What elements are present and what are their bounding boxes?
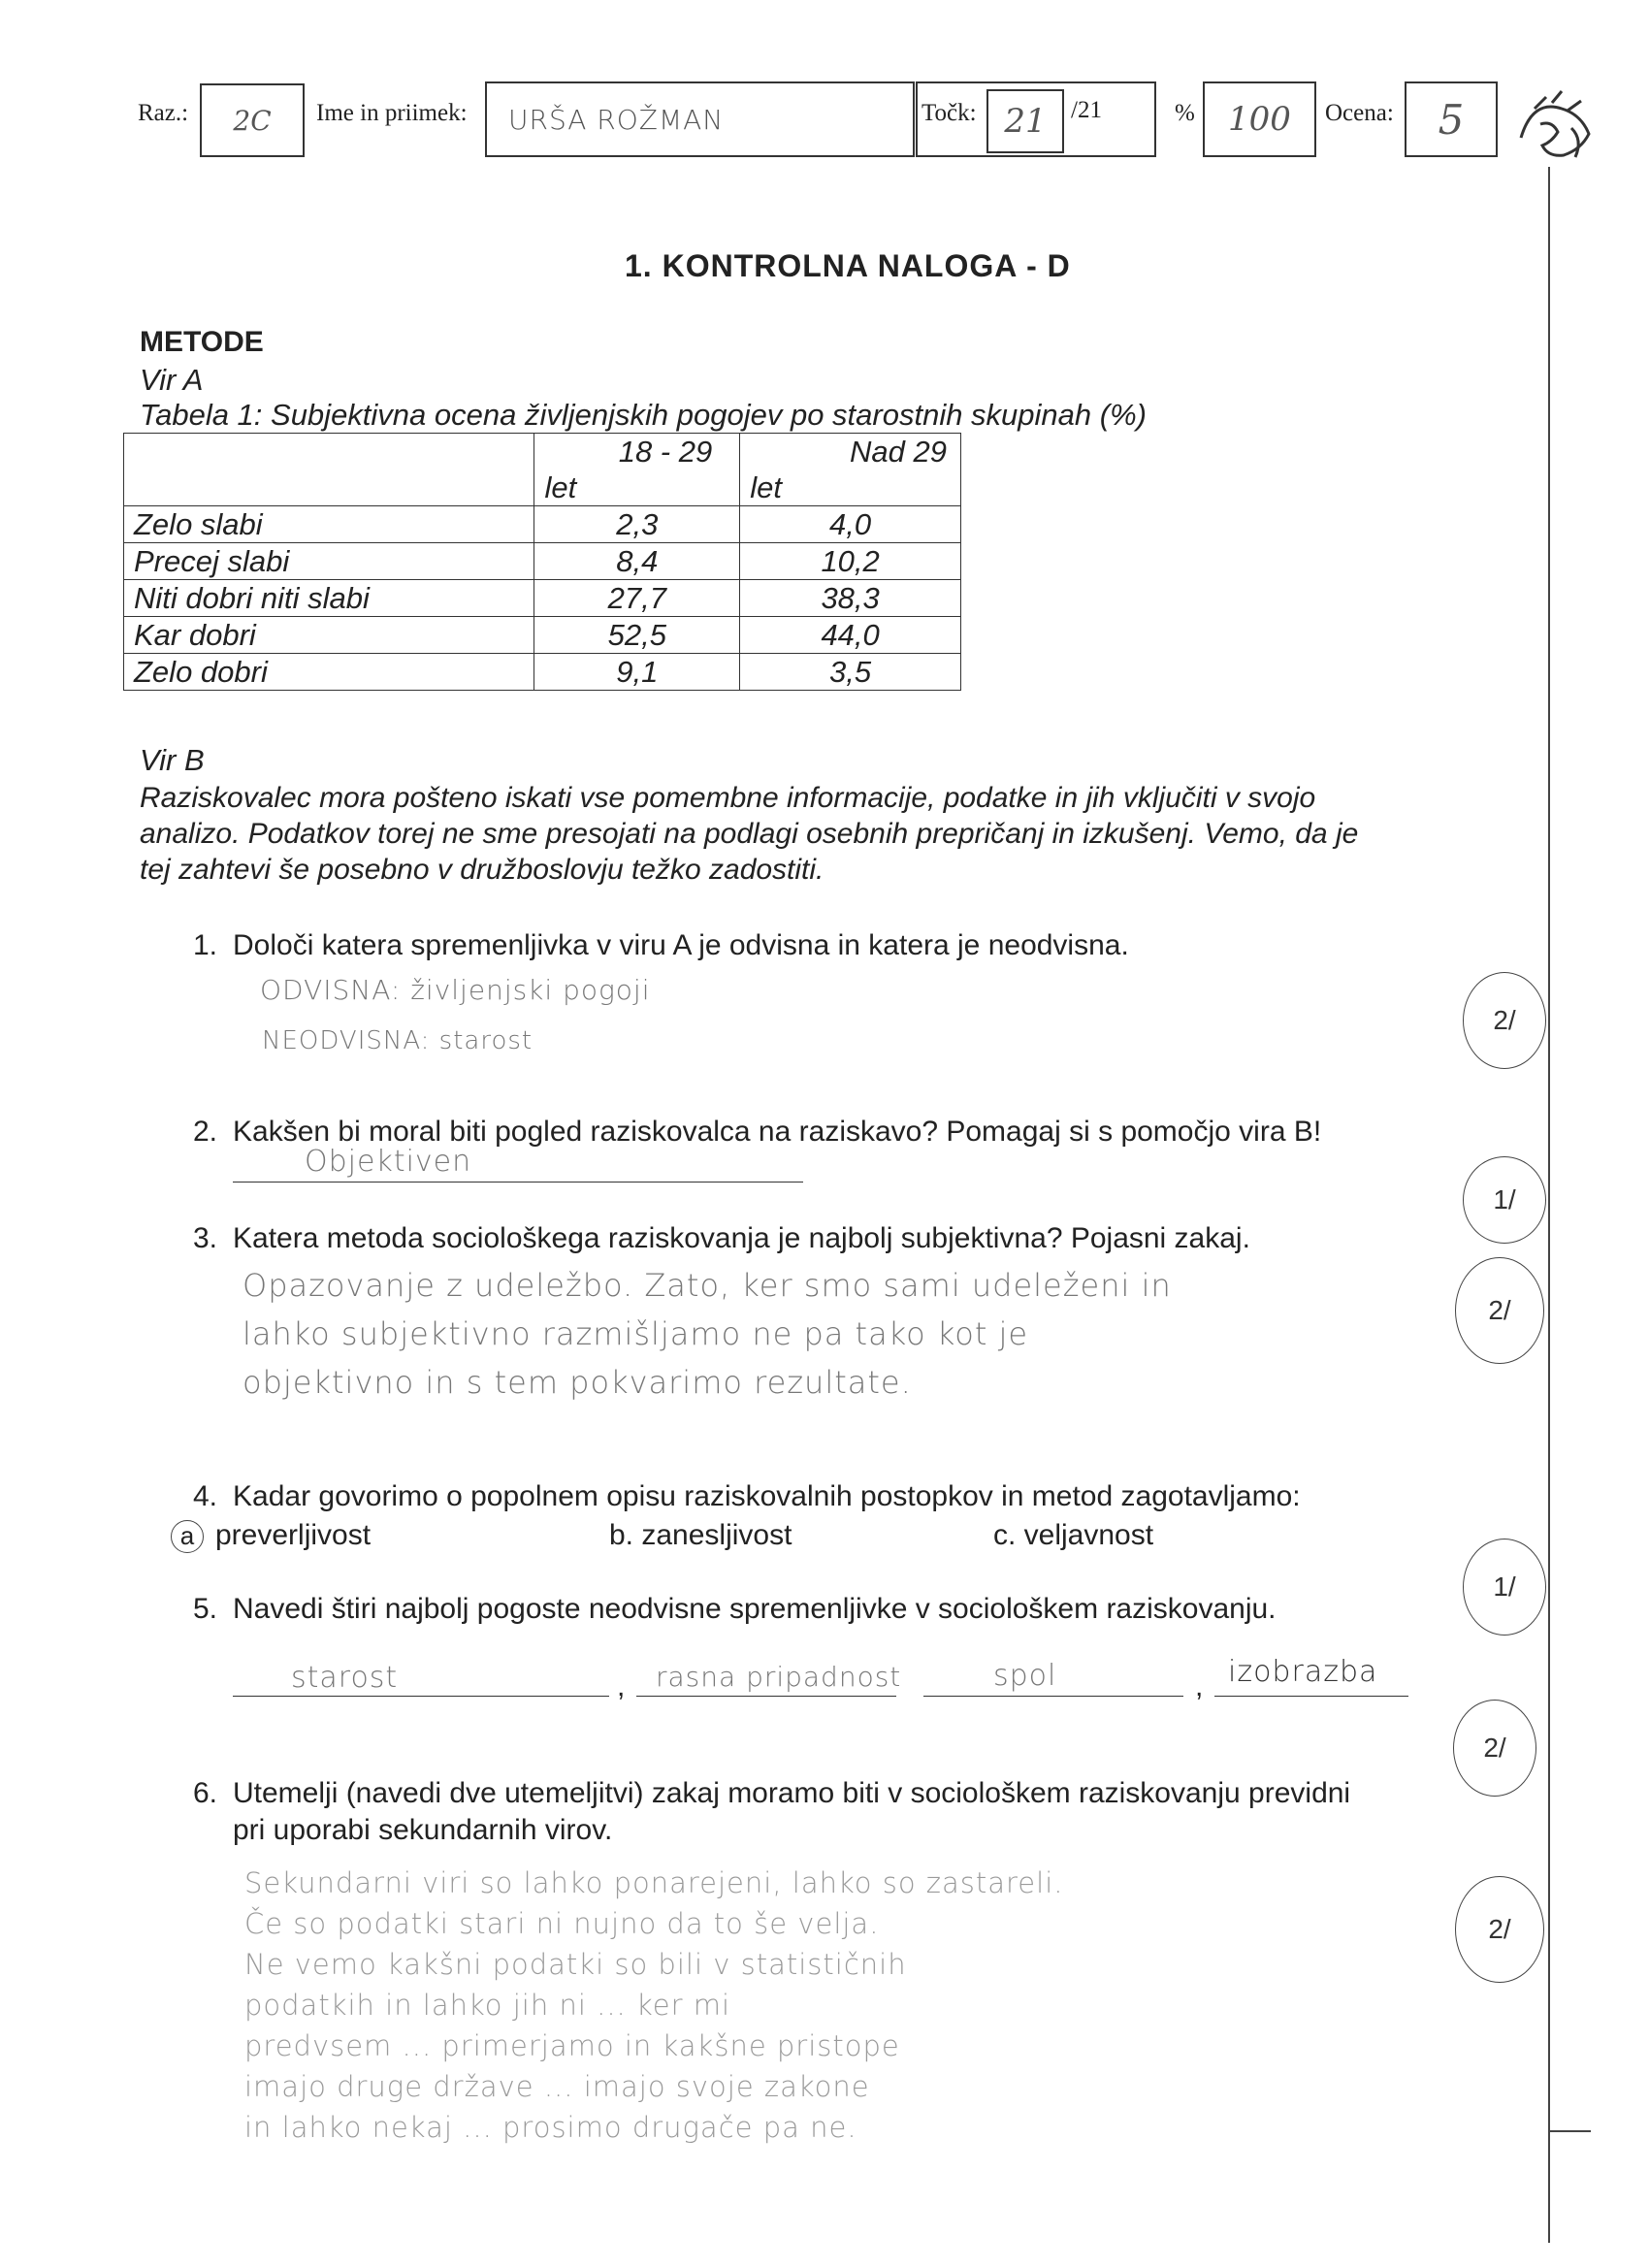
name-label: Ime in priimek:	[316, 100, 468, 126]
question-5	[171, 1593, 1277, 1626]
table-corner-cell	[124, 434, 534, 506]
option-b[interactable]: b. zanesljivost	[609, 1519, 792, 1551]
percent-box[interactable]	[1203, 81, 1316, 157]
separator: ,	[617, 1670, 626, 1702]
cell-value: 44,0	[740, 617, 961, 654]
question-number: 5.	[192, 1593, 217, 1625]
option-a-label: preverljivost	[215, 1519, 372, 1551]
answer-3[interactable]	[242, 1261, 1172, 1407]
source-b-text	[140, 780, 1527, 888]
grade-value: 5	[1438, 95, 1465, 144]
source-b-line: Raziskovalec mora pošteno iskati vse pomembne informacije, podatke in jih vključiti v svojo	[140, 782, 1316, 814]
percent-label: %	[1175, 100, 1195, 126]
points-label: Točk:	[922, 100, 977, 126]
data-table	[123, 433, 961, 691]
col-header-unit-2: let	[740, 470, 961, 506]
class-label: Raz.:	[138, 100, 189, 126]
right-margin-line	[1548, 167, 1550, 2243]
answer-2[interactable]: Objektiven	[305, 1145, 472, 1179]
points-max: /21	[1071, 97, 1102, 123]
question-number: 1.	[192, 929, 217, 961]
class-value: 2C	[233, 104, 272, 137]
score-circle-4: 1/	[1463, 1539, 1546, 1636]
question-number: 2.	[192, 1116, 217, 1148]
question-2	[171, 1116, 1321, 1149]
table-row	[124, 654, 961, 691]
question-3	[171, 1222, 1250, 1255]
name-box[interactable]	[485, 81, 915, 157]
answer-line-text: Ne vemo kakšni podatki so bili v statističnih	[244, 1948, 907, 1981]
question-text-2: pri uporabi sekundarnih virov.	[233, 1814, 613, 1846]
answer-line	[233, 1696, 609, 1697]
score-circle-6: 2/	[1455, 1876, 1544, 1983]
question-text: Kakšen bi moral biti pogled raziskovalca na raziskavo? Pomagaj si s pomočjo vira B!	[233, 1116, 1322, 1148]
cell-value: 3,5	[740, 654, 961, 691]
cell-value: 8,4	[534, 543, 740, 580]
grade-label: Ocena:	[1325, 100, 1394, 126]
score-circle-2: 1/	[1463, 1156, 1546, 1244]
answer-line	[636, 1696, 896, 1697]
points-value: 21	[1004, 102, 1047, 141]
option-a[interactable]	[171, 1519, 371, 1553]
answer-line	[1214, 1696, 1408, 1697]
answer-line-text: podatkih in lahko jih ni ... ker mi	[244, 1989, 731, 2022]
points-field[interactable]	[986, 89, 1064, 153]
class-box[interactable]	[200, 83, 305, 157]
cell-value: 4,0	[740, 506, 961, 543]
option-a-circle: a	[171, 1520, 204, 1553]
table-row	[124, 543, 961, 580]
answer-line-text: Sekundarni viri so lahko ponarejeni, lahko so zastareli.	[244, 1866, 1064, 1899]
answer-line	[233, 1182, 803, 1183]
answer-5a[interactable]: starost	[291, 1661, 399, 1695]
answer-5c[interactable]: spol	[993, 1659, 1057, 1693]
answer-1a[interactable]: ODVISNA: življenjski pogoji	[260, 974, 651, 1006]
table-header-row	[124, 434, 961, 470]
answer-1b[interactable]: NEODVISNA: starost	[262, 1026, 534, 1055]
school-logo-icon	[1513, 89, 1596, 167]
answer-5b[interactable]: rasna pripadnost	[656, 1661, 902, 1693]
source-b-line: analizo. Podatkov torej ne sme presojati na podlagi osebnih prepričanj in izkušenj. Vemo, da je	[140, 818, 1359, 850]
answer-line-text: predvsem ... primerjamo in kakšne pristope	[244, 2029, 900, 2062]
question-text: Utemelji (navedi dve utemeljitvi) zakaj moramo biti v sociološkem raziskovanju previdni	[233, 1777, 1351, 1809]
source-b-label: Vir B	[140, 743, 205, 777]
row-label: Niti dobri niti slabi	[124, 580, 534, 617]
row-label: Zelo slabi	[124, 506, 534, 543]
question-number: 6.	[192, 1777, 217, 1809]
question-text: Katera metoda sociološkega raziskovanja je najbolj subjektivna? Pojasni zakaj.	[233, 1222, 1250, 1254]
score-circle-3: 2/	[1455, 1257, 1544, 1364]
answer-line-text: imajo druge države ... imajo svoje zakone	[244, 2070, 870, 2103]
cell-value: 10,2	[740, 543, 961, 580]
section-heading: METODE	[140, 326, 264, 358]
answer-line-text: Opazovanje z udeležbo. Zato, ker smo sami udeleženi in	[242, 1267, 1172, 1304]
question-number: 4.	[192, 1480, 217, 1512]
answer-line-text: lahko subjektivno razmišljamo ne pa tako kot je	[242, 1315, 1029, 1352]
percent-value: 100	[1228, 100, 1291, 139]
table-row	[124, 580, 961, 617]
answer-line-text: in lahko nekaj ... prosimo drugače pa ne.	[244, 2111, 857, 2144]
margin-tick	[1550, 2130, 1591, 2132]
col-header-18-29: 18 - 29	[534, 434, 740, 470]
cell-value: 52,5	[534, 617, 740, 654]
source-a-label: Vir A	[140, 363, 204, 397]
question-4	[171, 1480, 1301, 1513]
name-value: URŠA ROŽMAN	[508, 103, 725, 136]
question-text: Navedi štiri najbolj pogoste neodvisne spremenljivke v sociološkem raziskovanju.	[233, 1593, 1277, 1625]
page-title: 1. KONTROLNA NALOGA - D	[625, 248, 1071, 283]
table-row	[124, 617, 961, 654]
score-circle-5: 2/	[1453, 1700, 1536, 1797]
table-row	[124, 506, 961, 543]
answer-line-text: objektivno in s tem pokvarimo rezultate.	[242, 1364, 912, 1401]
col-header-nad-29: Nad 29	[740, 434, 961, 470]
separator: ,	[1195, 1670, 1204, 1702]
row-label: Precej slabi	[124, 543, 534, 580]
question-text: Določi katera spremenljivka v viru A je odvisna in katera je neodvisna.	[233, 929, 1129, 961]
row-label: Zelo dobri	[124, 654, 534, 691]
score-circle-1: 2/	[1463, 972, 1546, 1069]
cell-value: 9,1	[534, 654, 740, 691]
question-1	[171, 929, 1129, 962]
question-6	[171, 1775, 1350, 1849]
answer-5d[interactable]: izobrazba	[1228, 1655, 1378, 1689]
answer-6[interactable]	[244, 1863, 1535, 2148]
source-b-line: tej zahtevi še posebno v družboslovju težko zadostiti.	[140, 854, 824, 886]
table-caption: Tabela 1: Subjektivna ocena življenjskih pogojev po starostnih skupinah (%)	[140, 398, 1147, 432]
question-number: 3.	[192, 1222, 217, 1254]
answer-line-text: Če so podatki stari ni nujno da to še velja.	[244, 1907, 880, 1940]
question-text: Kadar govorimo o popolnem opisu raziskovalnih postopkov in metod zagotavljamo:	[233, 1480, 1301, 1512]
cell-value: 2,3	[534, 506, 740, 543]
cell-value: 38,3	[740, 580, 961, 617]
cell-value: 27,7	[534, 580, 740, 617]
grade-box[interactable]	[1405, 81, 1498, 157]
answer-line	[923, 1696, 1183, 1697]
option-c[interactable]: c. veljavnost	[993, 1519, 1154, 1551]
col-header-unit-1: let	[534, 470, 740, 506]
row-label: Kar dobri	[124, 617, 534, 654]
